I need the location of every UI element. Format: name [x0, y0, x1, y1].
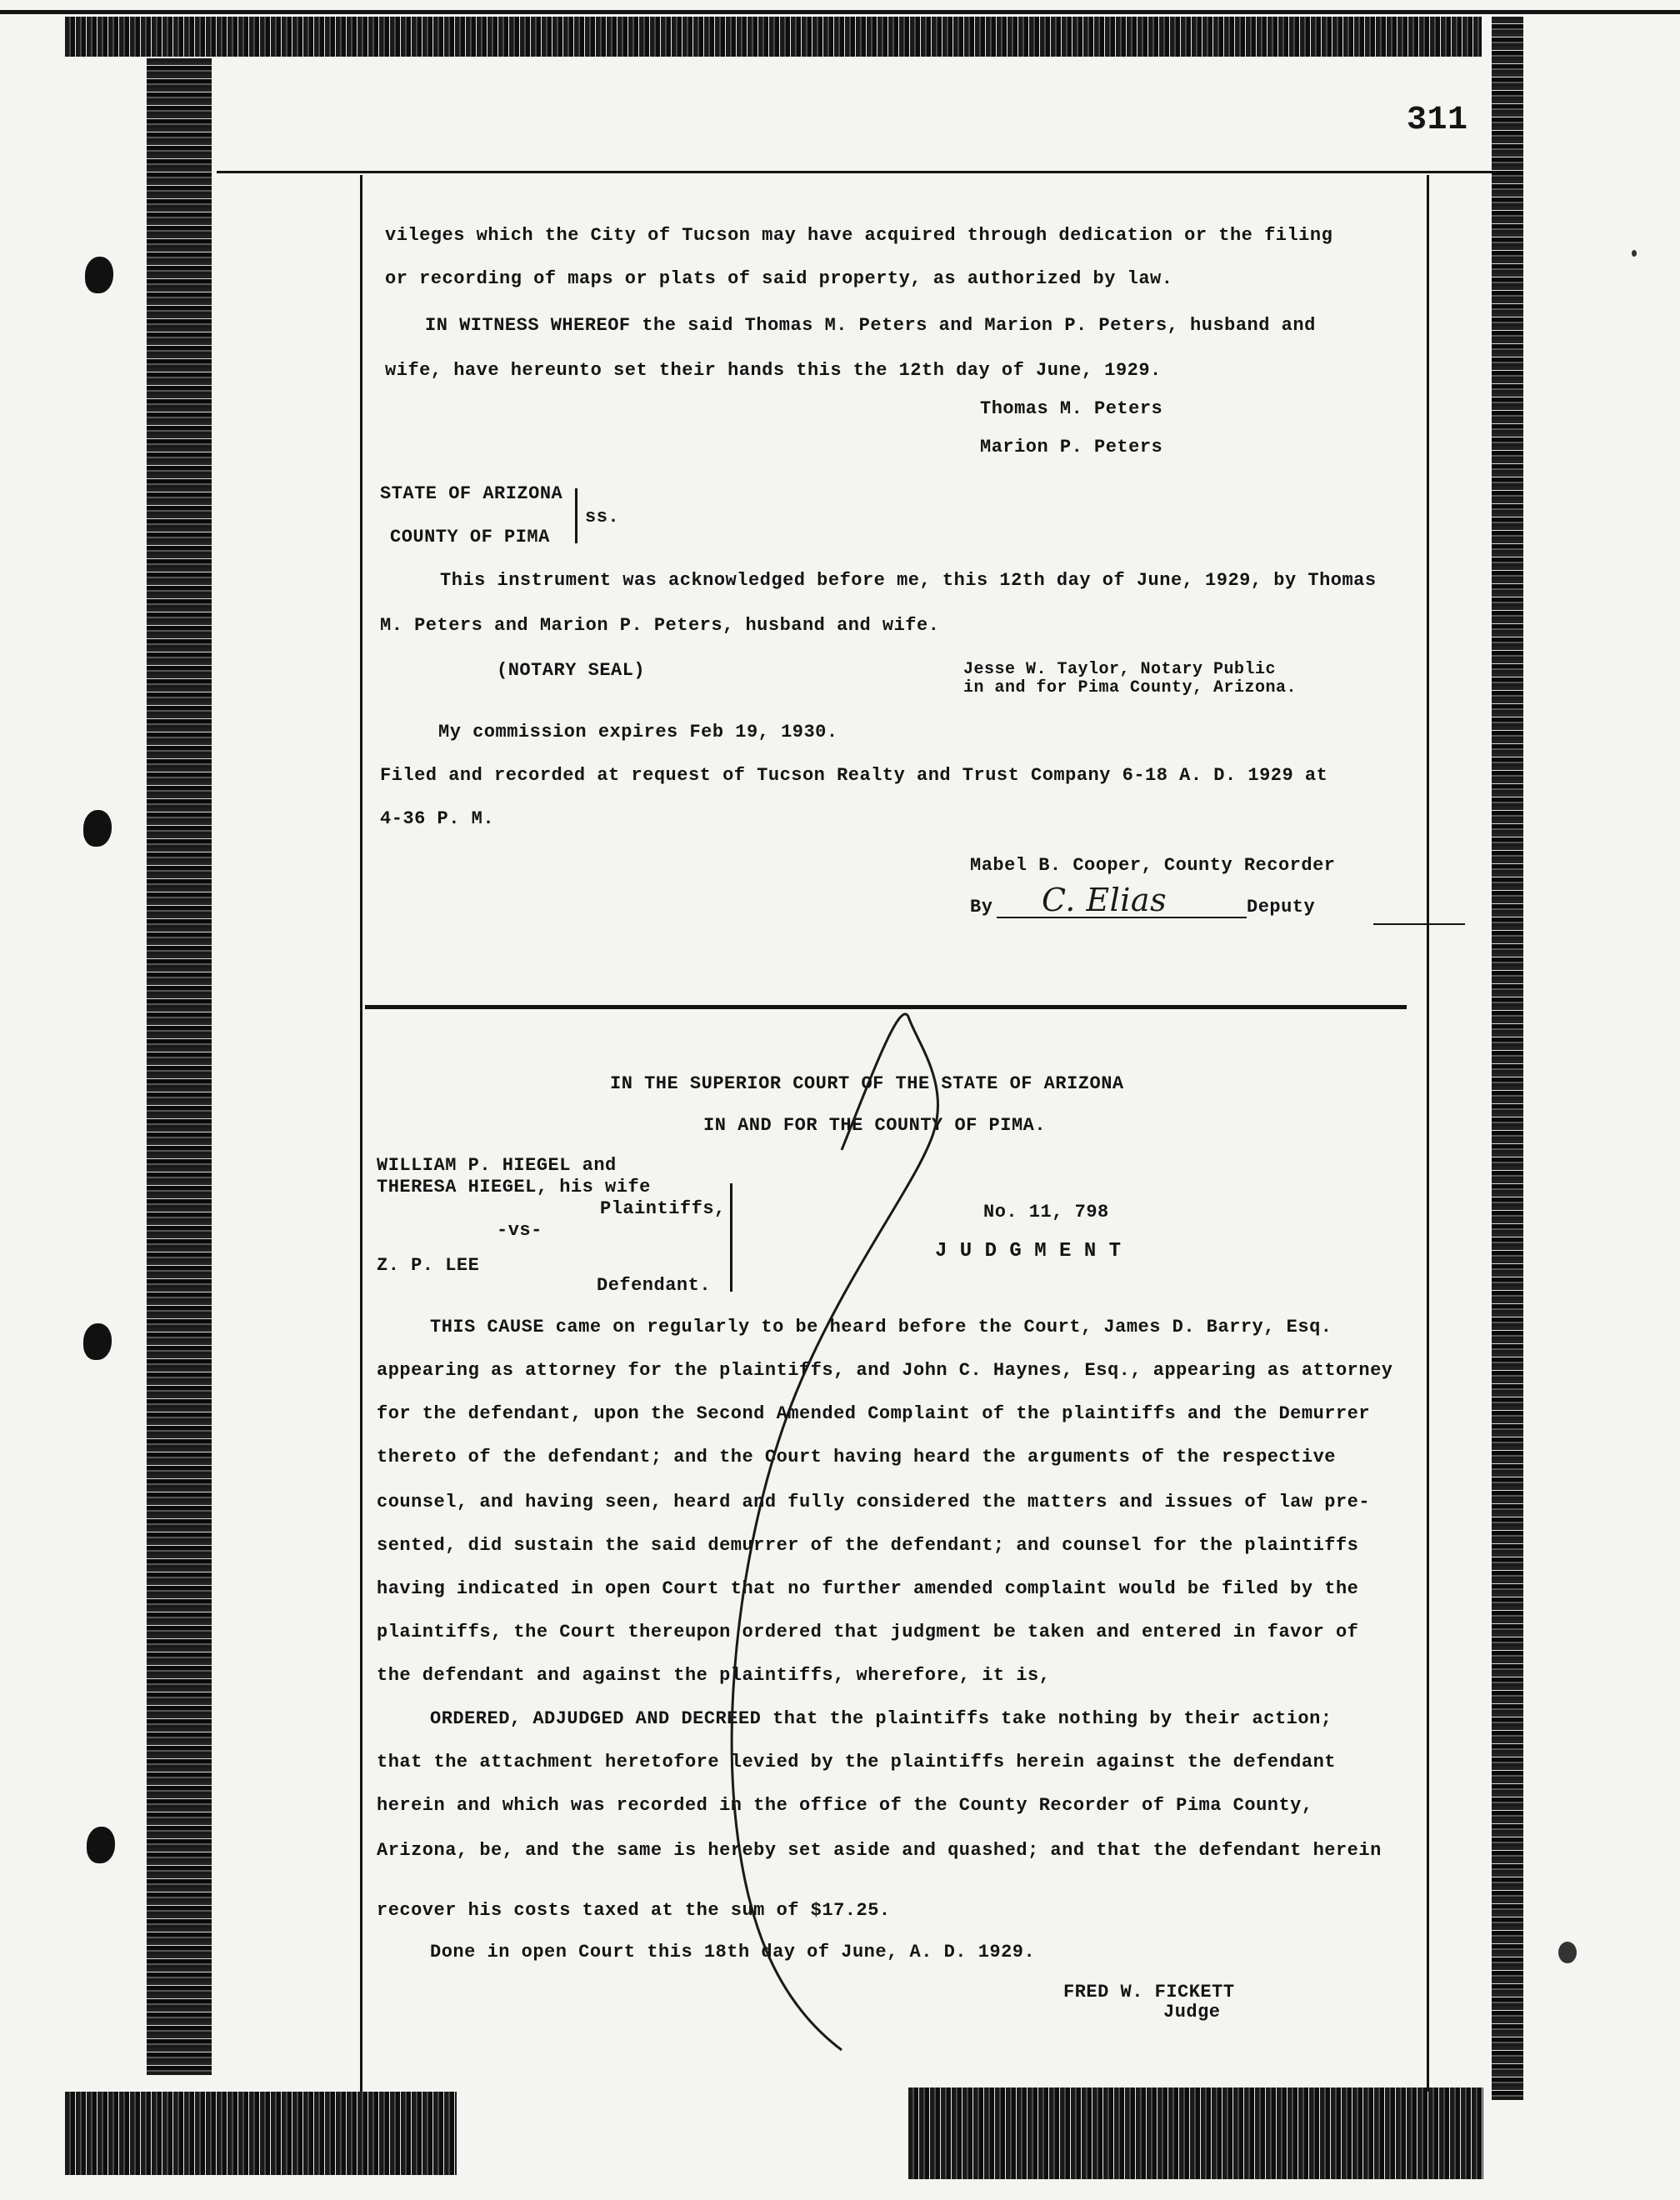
court-heading: IN THE SUPERIOR COURT OF THE STATE OF ARIZONA — [610, 1073, 1124, 1094]
notary-name: Jesse W. Taylor, Notary Public — [963, 660, 1277, 679]
judgment-body-line: plaintiffs, the Court thereupon ordered that judgment be taken and entered in favor of — [377, 1622, 1359, 1642]
venue-state: STATE OF ARIZONA — [380, 483, 563, 504]
judgment-body-line: ORDERED, ADJUDGED AND DECREED that the plaintiffs take nothing by their action; — [430, 1708, 1332, 1729]
signature-grantor: Thomas M. Peters — [980, 398, 1163, 419]
judge-title: Judge — [1163, 2002, 1221, 2022]
filed-line: Filed and recorded at request of Tucson Realty and Trust Company 6-18 A. D. 1929 at — [380, 765, 1328, 786]
deed-line: IN WITNESS WHEREOF the said Thomas M. Peters and Marion P. Peters, husband and — [425, 315, 1316, 336]
judgment-body-line: sented, did sustain the said demurrer of the defendant; and counsel for the plaintiffs — [377, 1535, 1359, 1556]
judgment-body-line: thereto of the defendant; and the Court having heard the arguments of the respective — [377, 1447, 1336, 1468]
deed-line: wife, have hereunto set their hands this the 12th day of June, 1929. — [385, 360, 1162, 381]
plaintiff-name: WILLIAM P. HIEGEL and — [377, 1155, 617, 1176]
deputy-label: Deputy — [1247, 897, 1316, 918]
defendant-label: Defendant. — [597, 1275, 712, 1296]
county-recorder: Mabel B. Cooper, County Recorder — [970, 855, 1336, 876]
versus: -vs- — [497, 1220, 542, 1241]
ack-line: This instrument was acknowledged before me, this 12th day of June, 1929, by Thomas — [440, 570, 1377, 591]
plaintiffs-label: Plaintiffs, — [600, 1198, 726, 1219]
filed-line: 4-36 P. M. — [380, 808, 495, 829]
plaintiff-name: THERESA HIEGEL, his wife — [377, 1177, 651, 1198]
deed-line: or recording of maps or plats of said property, as authorized by law. — [385, 268, 1173, 289]
commission-expiry: My commission expires Feb 19, 1930. — [438, 722, 838, 742]
ack-line: M. Peters and Marion P. Peters, husband and wife. — [380, 615, 940, 636]
judgment-body-line: counsel, and having seen, heard and fully considered the matters and issues of law pre- — [377, 1492, 1371, 1512]
judgment-body-line: the defendant and against the plaintiffs, wherefore, it is, — [377, 1665, 1051, 1686]
deputy-signature: C. Elias — [1042, 882, 1168, 918]
judgment-body-line: for the defendant, upon the Second Amended Complaint of the plaintiffs and the Demurrer — [377, 1403, 1371, 1424]
notary-jurisdiction: in and for Pima County, Arizona. — [963, 678, 1298, 698]
signature-grantor: Marion P. Peters — [980, 437, 1163, 458]
judgment-body-line: having indicated in open Court that no further amended complaint would be filed by the — [377, 1578, 1359, 1599]
judgment-body-line: that the attachment heretofore levied by the plaintiffs herein against the defendant — [377, 1752, 1336, 1772]
by-label: By — [970, 897, 993, 918]
judgment-body-line: THIS CAUSE came on regularly to be heard before the Court, James D. Barry, Esq. — [430, 1317, 1332, 1338]
defendant-name: Z. P. LEE — [377, 1255, 480, 1276]
notary-seal: (NOTARY SEAL) — [497, 660, 646, 681]
case-number: No. 11, 798 — [983, 1202, 1109, 1222]
judgment-body-line: appearing as attorney for the plaintiffs, and John C. Haynes, Esq., appearing as attorney — [377, 1360, 1393, 1381]
deed-line: vileges which the City of Tucson may have acquired through dedication or the filing — [385, 225, 1333, 246]
judgment-body-line: herein and which was recorded in the office of the County Recorder of Pima County, — [377, 1795, 1313, 1816]
court-heading: IN AND FOR THE COUNTY OF PIMA. — [703, 1115, 1047, 1136]
judgment-body-line: Done in open Court this 18th day of June, A. D. 1929. — [430, 1942, 1036, 1962]
judgment-body-line: recover his costs taxed at the sum of $17.25. — [377, 1900, 891, 1921]
page-number: 311 — [1407, 102, 1468, 139]
judgment-title: J U D G M E N T — [935, 1240, 1122, 1262]
judge-name: FRED W. FICKETT — [1063, 1982, 1235, 2002]
venue-ss: ss. — [585, 507, 620, 528]
judgment-body-line: Arizona, be, and the same is hereby set aside and quashed; and that the defendant herein — [377, 1840, 1382, 1861]
venue-county: COUNTY OF PIMA — [390, 527, 550, 548]
